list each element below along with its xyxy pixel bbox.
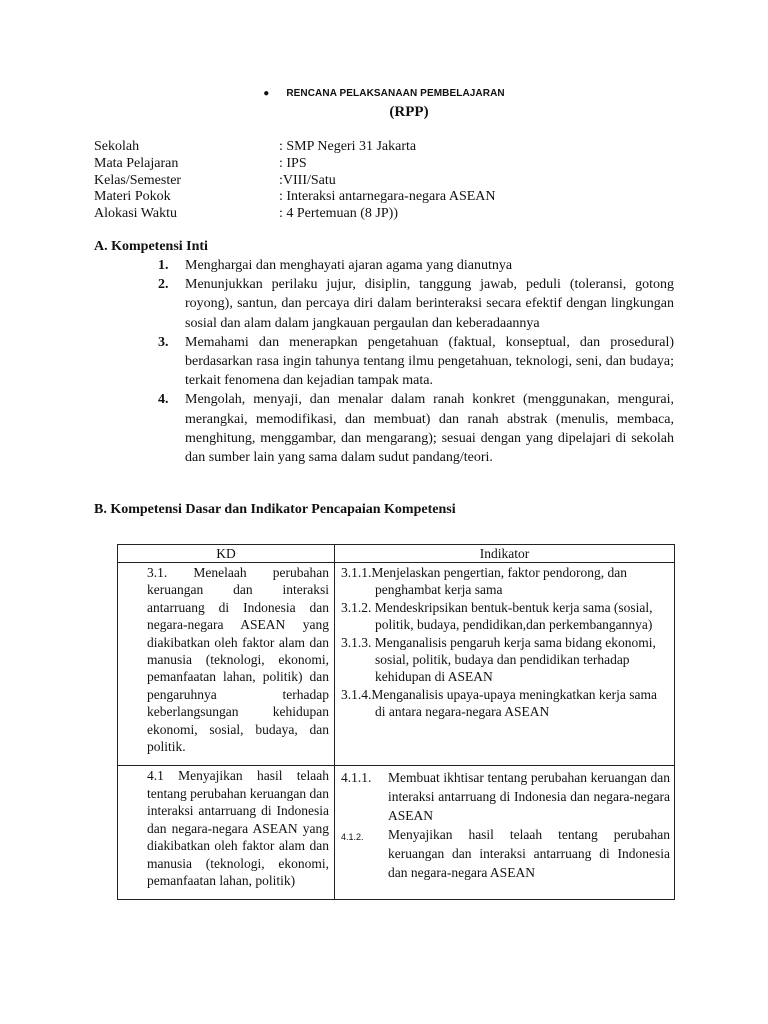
indicator-text: Membuat ikhtisar tentang perubahan keruangan dan interaksi antarruang di Indonesia dan negara-negara ASEAN xyxy=(388,770,670,824)
list-text: Menghargai dan menghayati ajaran agama yang dianutnya xyxy=(185,258,513,273)
list-item xyxy=(158,390,674,467)
indicator-number: 4.1.1. xyxy=(341,770,372,786)
indicator-item xyxy=(341,634,670,686)
indicator-cell xyxy=(335,563,675,766)
section-a-heading: A. Kompetensi Inti xyxy=(94,239,208,254)
identity-value: : IPS xyxy=(279,155,307,171)
identity-block xyxy=(94,139,496,223)
list-number: 4. xyxy=(158,392,169,408)
identity-label: Materi Pokok xyxy=(94,189,171,205)
identity-label: Mata Pelajaran xyxy=(94,155,179,171)
indicator-number: 3.1.1. xyxy=(341,565,372,580)
indicator-item xyxy=(341,825,670,882)
indicator-item xyxy=(341,686,670,721)
bullet-icon: ● xyxy=(263,88,270,99)
indicator-item xyxy=(341,768,670,825)
list-item xyxy=(158,256,674,275)
indicator-cell xyxy=(335,766,675,900)
kd-cell: 3.1. Menelaah perubahan keruangan dan interaksi antarruang di Indonesia dan negara-negara ASEAN yang diakibatkan oleh faktor alam dan manusia (teknologi, ekonomi, pemanfaatan lahan, politik) dan pengaruhnya terhadap keberlangsungan kehidupan ekonomi, sosial, budaya, dan politik. xyxy=(118,563,335,766)
identity-value: : 4 Pertemuan (8 JP)) xyxy=(279,206,398,222)
identity-row xyxy=(94,156,496,173)
table-header-row xyxy=(118,545,675,563)
title-text: RENCANA PELAKSANAAN PEMBELAJARAN xyxy=(286,88,505,99)
identity-label: Alokasi Waktu xyxy=(94,206,177,222)
table-row xyxy=(118,766,675,900)
identity-row xyxy=(94,139,496,156)
list-text: Memahami dan menerapkan pengetahuan (faktual, konseptual, dan prosedural) berdasarkan rasa ingin tahunya tentang ilmu pengetahuan, teknologi, seni, dan budaya; terkait fenomena dan kejadian tampak mata. xyxy=(185,334,674,389)
kd-indicator-table xyxy=(117,544,675,900)
identity-label: Kelas/Semester xyxy=(94,172,182,188)
indicator-number: 3.1.2. xyxy=(341,599,372,615)
identity-label: Sekolah xyxy=(94,139,140,154)
list-number: 2. xyxy=(158,277,169,293)
list-text: Menunjukkan perilaku jujur, disiplin, tanggung jawab, peduli (toleransi, gotong royong), santun, dan percaya diri dalam berinteraksi secara efektif dengan lingkungan sosial dan alam dalam jangkauan pergaulan dan keberadaannya xyxy=(185,277,674,331)
indicator-text: Menjelaskan pengertian, faktor pendorong, dan penghambat kerja sama xyxy=(371,565,628,598)
document-subtitle: (RPP) xyxy=(389,104,429,120)
table-row xyxy=(118,563,675,766)
document-title xyxy=(0,88,768,99)
kompetensi-inti-list xyxy=(158,256,674,467)
column-header-kd: KD xyxy=(118,545,335,563)
indicator-text: Mendeskripsikan bentuk-bentuk kerja sama (sosial, politik, budaya, pendidikan,dan perkembangannya) xyxy=(374,599,653,633)
list-number: 3. xyxy=(158,334,169,350)
identity-row xyxy=(94,189,496,206)
identity-row xyxy=(94,206,496,223)
indicator-text: Menganalisis upaya-upaya meningkatkan kerja sama di antara negara-negara ASEAN xyxy=(371,686,658,720)
kd-cell: 4.1 Menyajikan hasil telaah tentang perubahan keruangan dan interaksi antarruang di Indonesia dan negara-negara ASEAN yang diakibatkan oleh faktor alam dan manusia (teknologi, ekonomi, pemanfaatan lahan, politik) xyxy=(118,766,335,900)
list-text: Mengolah, menyaji, dan menalar dalam ranah konkret (menggunakan, mengurai, merangkai, memodifikasi, dan membuat) dan ranah abstrak (menulis, membaca, menghitung, menggambar, dan mengarang); sesuai dengan yang dipelajari di sekolah dan sumber lain yang sama dalam sudut pandang/teori. xyxy=(185,392,674,466)
indicator-item xyxy=(341,599,670,634)
identity-value: : SMP Negeri 31 Jakarta xyxy=(279,139,417,154)
section-b-heading: B. Kompetensi Dasar dan Indikator Pencapaian Kompetensi xyxy=(94,502,456,517)
list-item xyxy=(158,275,674,333)
indicator-text: Menganalisis pengaruh kerja sama bidang ekonomi, sosial, politik, budaya dan pendidikan terhadap kehidupan di ASEAN xyxy=(374,634,656,685)
identity-row xyxy=(94,173,496,190)
column-header-indikator: Indikator xyxy=(335,545,675,563)
indicator-number: 3.1.3. xyxy=(341,634,372,650)
identity-value: : Interaksi antarnegara-negara ASEAN xyxy=(279,189,496,205)
indicator-item xyxy=(341,564,670,599)
list-item xyxy=(158,333,674,391)
indicator-number: 4.1.2. xyxy=(341,832,364,843)
identity-value: :VIII/Satu xyxy=(279,172,336,188)
indicator-number: 3.1.4. xyxy=(341,686,372,702)
list-number: 1. xyxy=(158,258,169,273)
indicator-text: Menyajikan hasil telaah tentang perubahan keruangan dan interaksi antarruang di Indonesia dan negara-negara ASEAN xyxy=(388,827,670,881)
